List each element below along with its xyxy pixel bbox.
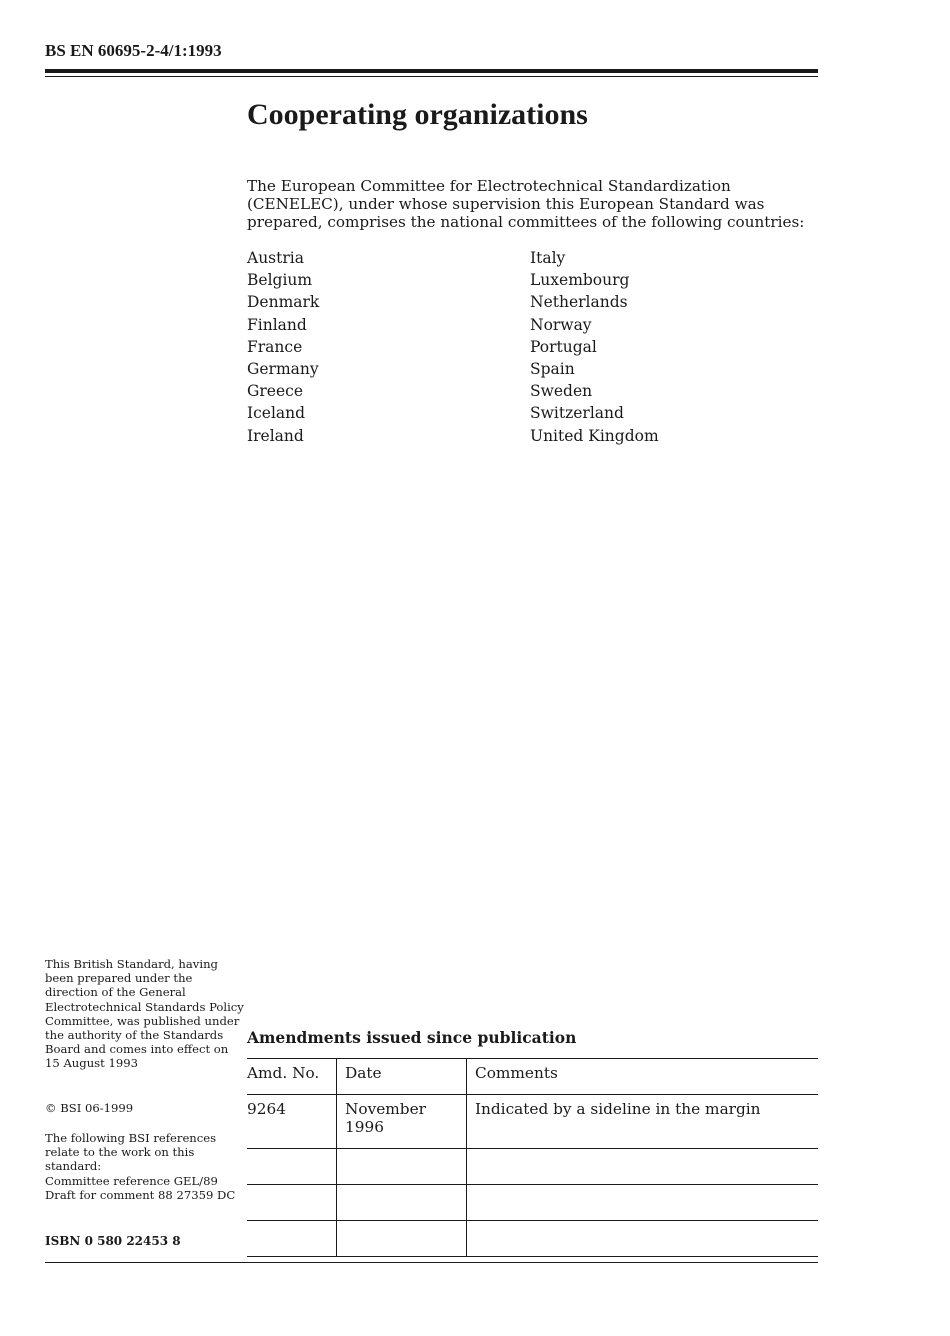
country-name: Finland: [247, 315, 307, 334]
amendments-table: [247, 1058, 818, 1257]
footer-rule: [45, 1262, 818, 1263]
table-row-empty: [247, 1149, 818, 1185]
table-row-empty: [247, 1221, 818, 1257]
country-row: [247, 338, 822, 360]
amendments-title: Amendments issued since publication: [247, 1028, 577, 1047]
amd-no-cell: 9264: [247, 1095, 337, 1149]
country-name: Germany: [247, 359, 319, 378]
country-name: France: [247, 337, 303, 356]
page-title: Cooperating organizations: [247, 98, 588, 131]
country-list: [247, 249, 822, 449]
bsi-references: [45, 1131, 245, 1202]
country-name: Ireland: [247, 426, 304, 445]
country-name: Portugal: [530, 337, 597, 356]
refs-intro: The following BSI references relate to the work on this standard:: [45, 1131, 217, 1174]
date-cell: November 1996: [337, 1095, 467, 1149]
country-name: Luxembourg: [530, 271, 630, 290]
country-row: [247, 427, 822, 449]
country-name: Iceland: [247, 404, 306, 423]
country-row: [247, 271, 822, 293]
country-name: Austria: [247, 249, 304, 267]
comments-cell: Indicated by a sideline in the margin: [467, 1095, 819, 1149]
header-amd-no: Amd. No.: [247, 1059, 337, 1095]
country-name: Denmark: [247, 293, 320, 312]
header-rule-thick: [45, 69, 818, 73]
publication-statement: [45, 957, 245, 1071]
country-name: Greece: [247, 382, 303, 401]
country-name: Netherlands: [530, 293, 628, 312]
table-row: [247, 1095, 818, 1149]
table-header-row: [247, 1059, 818, 1095]
draft-reference: Draft for comment 88 27359 DC: [45, 1187, 236, 1202]
country-row: [247, 382, 822, 404]
country-name: Sweden: [530, 382, 593, 401]
country-name: Norway: [530, 315, 592, 334]
header-comments: Comments: [467, 1059, 819, 1095]
country-row: [247, 249, 822, 271]
country-row: [247, 293, 822, 315]
table-row-empty: [247, 1185, 818, 1221]
country-name: Spain: [530, 359, 575, 378]
document-id: BS EN 60695-2-4/1:1993: [45, 41, 222, 60]
copyright-text: © BSI 06-1999: [45, 1101, 134, 1115]
isbn: ISBN 0 580 22453 8: [45, 1234, 181, 1248]
country-name: Belgium: [247, 271, 313, 290]
country-name: United Kingdom: [530, 426, 659, 445]
country-name: Switzerland: [530, 404, 624, 423]
statement-text: This British Standard, having been prepared under the direction of the General Electrotechnical Standards Policy Committee, was published under the authority of the Standards Board and comes into effect on 15 August 1993: [45, 957, 244, 1071]
copyright-notice: [45, 1101, 245, 1115]
header-rule-thin: [45, 76, 818, 77]
country-row: [247, 360, 822, 382]
country-name: Italy: [530, 249, 566, 267]
committee-reference: Committee reference GEL/89: [45, 1173, 218, 1188]
country-row: [247, 404, 822, 426]
header-date: Date: [337, 1059, 467, 1095]
intro-paragraph: The European Committee for Electrotechnical Standardization (CENELEC), under whose supervision this European Standard was prepared, comprises the national committees of the following countries:: [247, 177, 805, 231]
country-row: [247, 316, 822, 338]
